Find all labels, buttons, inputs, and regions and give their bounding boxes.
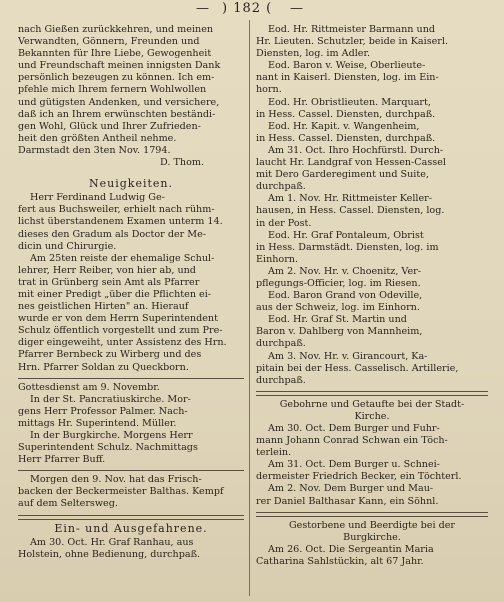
letter-line: Bekannten für Ihre Liebe, Gewogenheit	[18, 48, 212, 60]
news-line: wurde er von dem Herrn Superintendent	[18, 313, 218, 325]
news-line: Am 25ten reiste der ehemalige Schul-	[30, 252, 215, 264]
news-line: trat in Grünberg sein Amt als Pfarrer	[18, 276, 200, 288]
arrival-line: aus der Schweiz, log. im Einhorn.	[256, 302, 420, 314]
birth-line: rer Daniel Balthasar Kann, ein Söhnl.	[256, 495, 439, 507]
arrival-line: in Hess. Cassel. Diensten, durchpaß.	[256, 108, 436, 120]
service-section	[18, 394, 244, 467]
arrival-line: pitain bei der Hess. Casselisch. Artillerie,	[256, 362, 459, 374]
arrival-line: in Hess. Darmstädt. Diensten, log. im	[256, 241, 439, 253]
arrival-line: Einhorn.	[256, 253, 299, 265]
arrival-line: Eod. Hr. Rittmeister Barmann und	[268, 24, 436, 35]
arrival-line: in Hess. Cassel. Diensten, durchpaß.	[256, 132, 436, 144]
births-section	[256, 423, 488, 508]
news-section	[18, 192, 244, 373]
header-dash-left: —	[196, 1, 209, 16]
service-line: gens Herr Professor Palmer. Nach-	[18, 405, 188, 417]
news-line: Herr Ferdinand Ludwig Ge-	[30, 192, 165, 204]
news-line: diger eingeweiht, unter Assistenz des Hrn.	[18, 337, 227, 349]
birth-line: mann Johann Conrad Schwan ein Töch-	[256, 435, 448, 447]
service-line: In der Burgkirche. Morgens Herr	[30, 430, 193, 441]
news-line: nes geistlichen Hirten" an. Hierauf	[18, 301, 189, 313]
arrival-line: Am 31. Oct. Ihro Hochfürstl. Durch-	[268, 144, 444, 156]
letter-line: Verwandten, Gönnern, Freunden und	[18, 36, 200, 48]
letter-line: pfehle mich Ihrem fernern Wohlwollen	[18, 84, 207, 96]
column-divider	[249, 20, 250, 596]
death-line: Am 26. Oct. Die Sergeantin Maria	[268, 543, 434, 555]
arrival-line: horn.	[256, 84, 282, 96]
arrival-line: Am 1. Nov. Hr. Rittmeister Keller-	[268, 193, 432, 205]
arrival-line: laucht Hr. Landgraf von Hessen-Cassel	[256, 157, 446, 169]
news-line: Pfarrer Bernbeck zu Wirberg und des	[18, 349, 202, 361]
page-header	[0, 0, 504, 18]
arrival-line: Eod. Baron Grand von Odeville,	[268, 290, 423, 302]
baker-notice	[18, 474, 244, 510]
arrival-line: Hr. Lieuten. Schutzler, beide in Kaiserl.	[256, 36, 449, 48]
letter-line: und Freundschaft meinen innigsten Dank	[18, 60, 221, 72]
news-line: dieses den Gradum als Doctor der Me-	[18, 228, 207, 240]
births-subheading: Kirche.	[354, 410, 390, 422]
section-divider	[18, 470, 244, 471]
arrival-line: Eod. Hr. Kapit. v. Wangenheim,	[268, 120, 420, 132]
arrivals-section	[18, 537, 244, 561]
section-divider	[18, 515, 244, 520]
arrival-line: Am 30. Oct. Hr. Graf Ranhau, aus	[30, 536, 194, 548]
news-line: lehrer, Herr Reiber, von hier ab, und	[18, 264, 196, 276]
arrival-line: Am 2. Nov. Hr. v. Choenitz, Ver-	[268, 265, 421, 277]
arrival-line: durchpaß.	[256, 374, 306, 386]
news-heading: Neuigkeiten.	[89, 177, 173, 191]
birth-line: terlein.	[256, 447, 292, 459]
letter-line: gen Wohl, Glück und Ihrer Zufrieden-	[18, 120, 201, 132]
news-line: Schulz öffentlich vorgestellt und zum Pre-	[18, 325, 223, 337]
notice-line: Morgen den 9. Nov. hat das Frisch-	[30, 474, 202, 486]
arrivals-heading: Ein- und Ausgefahrene.	[54, 521, 208, 535]
letter-line: Darmstadt den 3ten Nov. 1794.	[18, 144, 171, 156]
arrival-line: hausen, in Hess. Cassel. Diensten, log.	[256, 205, 445, 217]
arrivals-continued	[256, 24, 488, 387]
arrival-line: Eod. Hr. Obristlieuten. Marquart,	[268, 96, 431, 108]
births-heading: Gebohrne und Getaufte bei der Stadt-	[279, 398, 465, 410]
service-line: mittags Hr. Superintend. Müller.	[18, 417, 177, 429]
birth-line: Am 30. Oct. Dem Burger und Fuhr-	[268, 423, 440, 434]
letter-line: heit den größten Antheil nehme.	[18, 132, 177, 144]
arrival-line: Eod. Hr. Graf Pontaleum, Obrist	[268, 229, 424, 241]
deaths-heading: Gestorbene und Beerdigte bei der	[288, 519, 456, 531]
section-divider	[256, 512, 488, 517]
service-heading: Gottesdienst am 9. Novembr.	[18, 381, 160, 393]
birth-line: Am 2. Nov. Dem Burger und Mau-	[268, 483, 434, 495]
arrival-line: in der Post.	[256, 217, 312, 229]
service-line: Herr Pfarrer Buff.	[18, 454, 106, 466]
arrival-line: durchpaß.	[256, 338, 306, 350]
letter-line: persönlich bezeugen zu können. Ich em-	[18, 72, 215, 84]
arrival-line: nant in Kaiserl. Diensten, log. im Ein-	[256, 72, 439, 84]
arrival-line: Holstein, ohne Bedienung, durchpaß.	[18, 548, 201, 560]
header-dash-right: —	[290, 1, 303, 16]
birth-line: dermeister Friedrich Becker, ein Töchterl.	[256, 471, 462, 483]
page-number: ) 182 (	[222, 1, 273, 16]
service-line: Superintendent Schulz. Nachmittags	[18, 442, 198, 454]
arrival-line: durchpaß.	[256, 181, 306, 193]
deaths-subheading: Burgkirche.	[343, 531, 401, 543]
letter-section	[18, 24, 244, 157]
left-column	[18, 24, 244, 598]
arrival-line: Baron v. Dahlberg von Mannheim,	[256, 326, 423, 338]
letter-line: und gütigsten Andenken, und versichere,	[18, 96, 220, 108]
letter-signature: D. Thom.	[160, 157, 204, 169]
arrival-line: Eod. Hr. Graf St. Martin und	[268, 314, 407, 326]
arrival-line: mit Dero Garderegiment und Suite,	[256, 169, 429, 181]
deaths-section	[256, 544, 488, 568]
arrival-line: Diensten, log. im Adler.	[256, 48, 371, 60]
notice-line: auf dem Seltersweg.	[18, 498, 118, 510]
news-line: fert aus Buchsweiler, erhielt nach rühm-	[18, 204, 215, 216]
letter-line: nach Gießen zurückkehren, und meinen	[18, 24, 214, 35]
right-column	[256, 24, 488, 598]
news-line: mit einer Predigt „über die Pflichten ei-	[18, 288, 212, 300]
letter-line: daß ich an Ihrem erwünschten beständi-	[18, 108, 216, 120]
birth-line: Am 31. Oct. Dem Burger u. Schnei-	[268, 459, 440, 471]
news-line: Hrn. Pfarrer Soldan zu Queckborn.	[18, 361, 189, 373]
arrival-line: pflegungs-Officier, log. im Riesen.	[256, 277, 421, 289]
service-line: In der St. Pancratiuskirche. Mor-	[30, 393, 191, 405]
section-divider	[256, 391, 488, 396]
arrival-line: Am 3. Nov. Hr. v. Girancourt, Ka-	[268, 350, 428, 362]
death-line: Catharina Sahlstückin, alt 67 Jahr.	[256, 555, 424, 567]
news-line: dicin und Chirurgie.	[18, 240, 117, 252]
news-line: lichst überstandenem Examen unterm 14.	[18, 216, 223, 228]
section-divider	[18, 378, 244, 379]
arrival-line: Eod. Baron v. Weise, Oberlieute-	[268, 60, 426, 72]
notice-line: backen der Beckermeister Balthas. Kempf	[18, 486, 224, 498]
